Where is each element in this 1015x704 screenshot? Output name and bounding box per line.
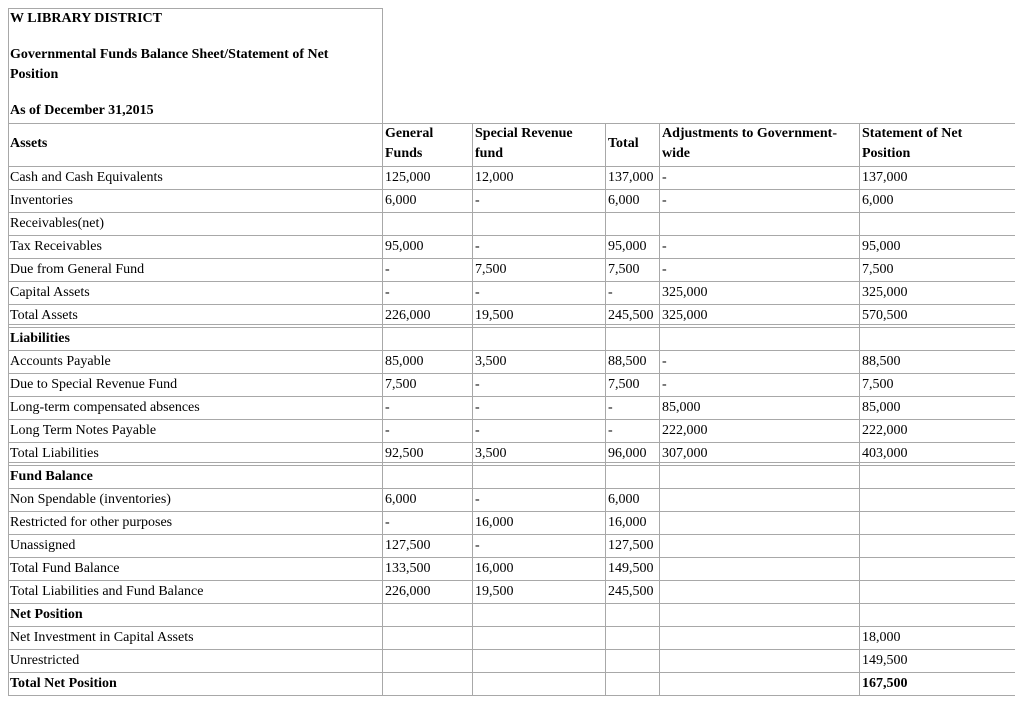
title-box-left-border	[8, 8, 9, 123]
row-label: Non Spendable (inventories)	[10, 492, 171, 507]
row-border	[8, 235, 1015, 236]
adjustments-header-l2: wide	[662, 146, 690, 161]
row-border	[8, 442, 1015, 443]
row-label: Unrestricted	[10, 653, 80, 668]
sna-cell: 167,500	[862, 676, 908, 691]
row-border	[8, 258, 1015, 259]
row-border	[8, 695, 1015, 696]
row-border	[8, 649, 1015, 650]
general-cell: -	[385, 400, 390, 415]
general-cell: 127,500	[385, 538, 431, 553]
general-cell: 125,000	[385, 170, 431, 185]
general-cell: 6,000	[385, 492, 417, 507]
row-label: Fund Balance	[10, 469, 93, 484]
adj-cell: 325,000	[662, 308, 708, 323]
special-cell: -	[475, 492, 480, 507]
sna-cell: 570,500	[862, 308, 908, 323]
general-cell: 226,000	[385, 584, 431, 599]
total-cell: -	[608, 285, 613, 300]
row-label: Restricted for other purposes	[10, 515, 173, 530]
row-label: Accounts Payable	[10, 354, 111, 369]
total-header: Total	[608, 136, 639, 151]
statement-title-line1: Governmental Funds Balance Sheet/Statement of Net	[10, 47, 329, 62]
row-border	[8, 327, 1015, 328]
special-cell: -	[475, 285, 480, 300]
as-of-date: As of December 31,2015	[10, 103, 154, 118]
general-cell: -	[385, 423, 390, 438]
special-cell: -	[475, 400, 480, 415]
special-cell: -	[475, 193, 480, 208]
sna-cell: 222,000	[862, 423, 908, 438]
special-cell: 3,500	[475, 354, 507, 369]
adj-cell: -	[662, 193, 667, 208]
adj-cell: 307,000	[662, 446, 708, 461]
special-revenue-header-l1: Special Revenue	[475, 126, 573, 141]
special-cell: 12,000	[475, 170, 514, 185]
special-cell: -	[475, 377, 480, 392]
special-cell: 3,500	[475, 446, 507, 461]
row-label: Total Net Position	[10, 676, 117, 691]
special-cell: 16,000	[475, 561, 514, 576]
adj-cell: -	[662, 239, 667, 254]
row-border	[8, 488, 1015, 489]
adjustments-header-l1: Adjustments to Government-	[662, 126, 837, 141]
special-revenue-header-l2: fund	[475, 146, 504, 161]
special-cell: -	[475, 538, 480, 553]
row-label: Unassigned	[10, 538, 76, 553]
adj-cell: -	[662, 377, 667, 392]
general-funds-header-l2: Funds	[385, 146, 423, 161]
row-label: Tax Receivables	[10, 239, 102, 254]
row-border	[8, 166, 1015, 167]
column-border	[8, 123, 9, 696]
row-border	[8, 350, 1015, 351]
general-cell: 7,500	[385, 377, 417, 392]
special-cell: -	[475, 239, 480, 254]
special-cell: 16,000	[475, 515, 514, 530]
total-cell: 16,000	[608, 515, 647, 530]
general-cell: 133,500	[385, 561, 431, 576]
row-label: Due to Special Revenue Fund	[10, 377, 178, 392]
row-border	[8, 511, 1015, 512]
header-top-border	[8, 123, 1015, 124]
row-label: Cash and Cash Equivalents	[10, 170, 163, 185]
row-border	[8, 281, 1015, 282]
special-cell: 19,500	[475, 584, 514, 599]
general-cell: 95,000	[385, 239, 424, 254]
total-cell: 245,500	[608, 308, 654, 323]
special-cell: 19,500	[475, 308, 514, 323]
row-border	[8, 189, 1015, 190]
adj-cell: -	[662, 262, 667, 277]
row-label: Receivables(net)	[10, 216, 105, 231]
total-cell: 7,500	[608, 377, 640, 392]
sna-cell: 18,000	[862, 630, 901, 645]
title-box-right-border	[382, 8, 383, 123]
adj-cell: 85,000	[662, 400, 701, 415]
sna-cell: 7,500	[862, 377, 894, 392]
row-label: Total Fund Balance	[10, 561, 120, 576]
sna-cell: 7,500	[862, 262, 894, 277]
total-cell: -	[608, 400, 613, 415]
total-cell: 7,500	[608, 262, 640, 277]
row-border	[8, 580, 1015, 581]
general-cell: 85,000	[385, 354, 424, 369]
row-border	[8, 534, 1015, 535]
general-cell: 226,000	[385, 308, 431, 323]
row-border	[8, 373, 1015, 374]
row-label: Total Liabilities	[10, 446, 99, 461]
sna-cell: 137,000	[862, 170, 908, 185]
row-border	[8, 304, 1015, 305]
row-label: Liabilities	[10, 331, 70, 346]
sna-cell: 6,000	[862, 193, 894, 208]
adj-cell: -	[662, 170, 667, 185]
row-label: Net Position	[10, 607, 83, 622]
statement-title-line2: Position	[10, 67, 59, 82]
sna-cell: 88,500	[862, 354, 901, 369]
general-cell: 6,000	[385, 193, 417, 208]
row-label: Net Investment in Capital Assets	[10, 630, 194, 645]
general-cell: 92,500	[385, 446, 424, 461]
general-cell: -	[385, 285, 390, 300]
row-border	[8, 212, 1015, 213]
row-border	[8, 672, 1015, 673]
row-label: Inventories	[10, 193, 73, 208]
total-cell: 6,000	[608, 492, 640, 507]
assets-header: Assets	[10, 136, 48, 151]
total-cell: 88,500	[608, 354, 647, 369]
row-label: Long Term Notes Payable	[10, 423, 157, 438]
total-cell: 6,000	[608, 193, 640, 208]
district-title: W LIBRARY DISTRICT	[10, 11, 162, 26]
adj-cell: 325,000	[662, 285, 708, 300]
total-cell: 95,000	[608, 239, 647, 254]
column-border	[659, 123, 660, 696]
row-border	[8, 603, 1015, 604]
general-cell: -	[385, 515, 390, 530]
total-cell: 149,500	[608, 561, 654, 576]
sna-cell: 95,000	[862, 239, 901, 254]
adj-cell: -	[662, 354, 667, 369]
column-border	[382, 123, 383, 696]
row-label: Due from General Fund	[10, 262, 145, 277]
row-label: Total Assets	[10, 308, 78, 323]
sna-cell: 403,000	[862, 446, 908, 461]
sna-cell: 85,000	[862, 400, 901, 415]
row-border	[8, 419, 1015, 420]
total-cell: 96,000	[608, 446, 647, 461]
column-border	[605, 123, 606, 696]
total-cell: -	[608, 423, 613, 438]
adj-cell: 222,000	[662, 423, 708, 438]
total-cell: 127,500	[608, 538, 654, 553]
sna-cell: 325,000	[862, 285, 908, 300]
row-border	[8, 626, 1015, 627]
row-label: Long-term compensated absences	[10, 400, 200, 415]
special-cell: -	[475, 423, 480, 438]
row-label: Capital Assets	[10, 285, 90, 300]
special-cell: 7,500	[475, 262, 507, 277]
row-border	[8, 396, 1015, 397]
net-position-header-l2: Position	[862, 146, 911, 161]
general-cell: -	[385, 262, 390, 277]
column-border	[859, 123, 860, 696]
row-border	[8, 465, 1015, 466]
sna-cell: 149,500	[862, 653, 908, 668]
total-cell: 245,500	[608, 584, 654, 599]
row-border	[8, 557, 1015, 558]
column-border	[472, 123, 473, 696]
row-label: Total Liabilities and Fund Balance	[10, 584, 204, 599]
total-cell: 137,000	[608, 170, 654, 185]
general-funds-header-l1: General	[385, 126, 434, 141]
title-box-top-border	[8, 8, 383, 9]
net-position-header-l1: Statement of Net	[862, 126, 963, 141]
